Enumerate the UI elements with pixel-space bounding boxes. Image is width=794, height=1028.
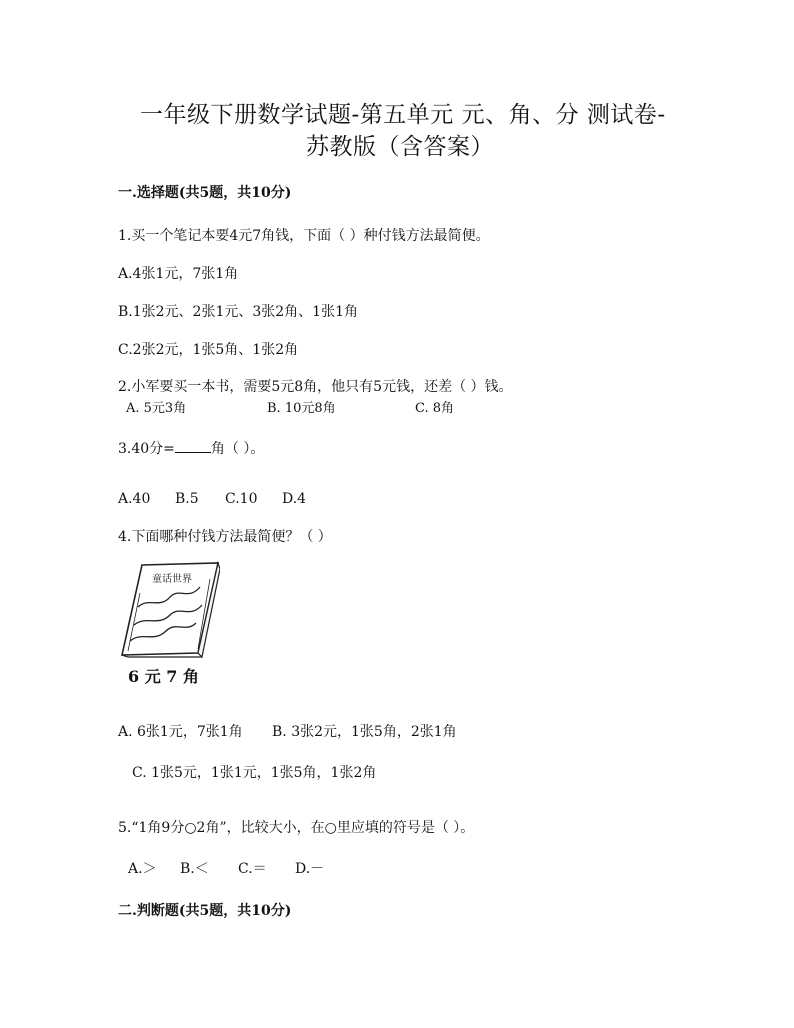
question-1-option-a: A.4张1元，7张1角 (118, 266, 239, 282)
question-1-option-c: C.2张2元，1张5角、1张2角 (118, 342, 299, 358)
page-title-line1: 一年级下册数学试题-第五单元 元、角、分 测试卷- (140, 102, 666, 128)
question-3-option-d: D.4 (282, 491, 307, 507)
section-2-heading: 二.判断题(共5题，共10分) (118, 903, 292, 919)
question-5-option-b: B.＜ (180, 861, 209, 877)
question-2-option-c: C. 8角 (415, 401, 455, 416)
section-1-heading: 一.选择题(共5题，共10分) (118, 185, 292, 201)
question-4-stem: 4.下面哪种付钱方法最简便？（ ） (118, 529, 332, 545)
page-title-line2: 苏教版（含答案） (306, 134, 494, 160)
question-5-option-c: C.＝ (238, 861, 267, 877)
question-5-option-d: D.－ (295, 861, 325, 877)
book-price: 6 元 7 角 (128, 667, 199, 686)
question-4-option-b: B. 3张2元，1张5角，2张1角 (272, 724, 457, 740)
question-5-option-a: A.＞ (128, 861, 157, 877)
book-title-text: 童话世界 (152, 574, 192, 585)
question-1-stem: 1.买一个笔记本要4元7角钱，下面（ ）种付钱方法最简便。 (118, 228, 490, 244)
question-4-option-a: A. 6张1元，7张1角 (118, 724, 243, 740)
question-1-option-b: B.1张2元、2张1元、3张2角、1张1角 (118, 304, 358, 320)
question-3-option-c: C.10 (225, 491, 258, 507)
question-2-option-b: B. 10元8角 (267, 401, 336, 416)
question-3-option-a: A.40 (118, 491, 151, 507)
question-3-stem-before: 3.40分= (118, 441, 175, 457)
question-3-stem-after: 角（ ）。 (210, 441, 265, 457)
question-3-stem (118, 438, 264, 458)
question-4-option-c: C. 1张5元，1张1元，1张5角，1张2角 (132, 765, 377, 781)
question-2-stem: 2.小军要买一本书，需要5元8角，他只有5元钱，还差（ ）钱。 (118, 379, 513, 395)
question-3-option-b: B.5 (175, 491, 199, 507)
question-5-stem: 5.“1角9分○2角”，比较大小，在○里应填的符号是（ ）。 (118, 820, 475, 836)
question-2-option-a: A. 5元3角 (126, 401, 187, 416)
answer-blank (175, 438, 211, 453)
